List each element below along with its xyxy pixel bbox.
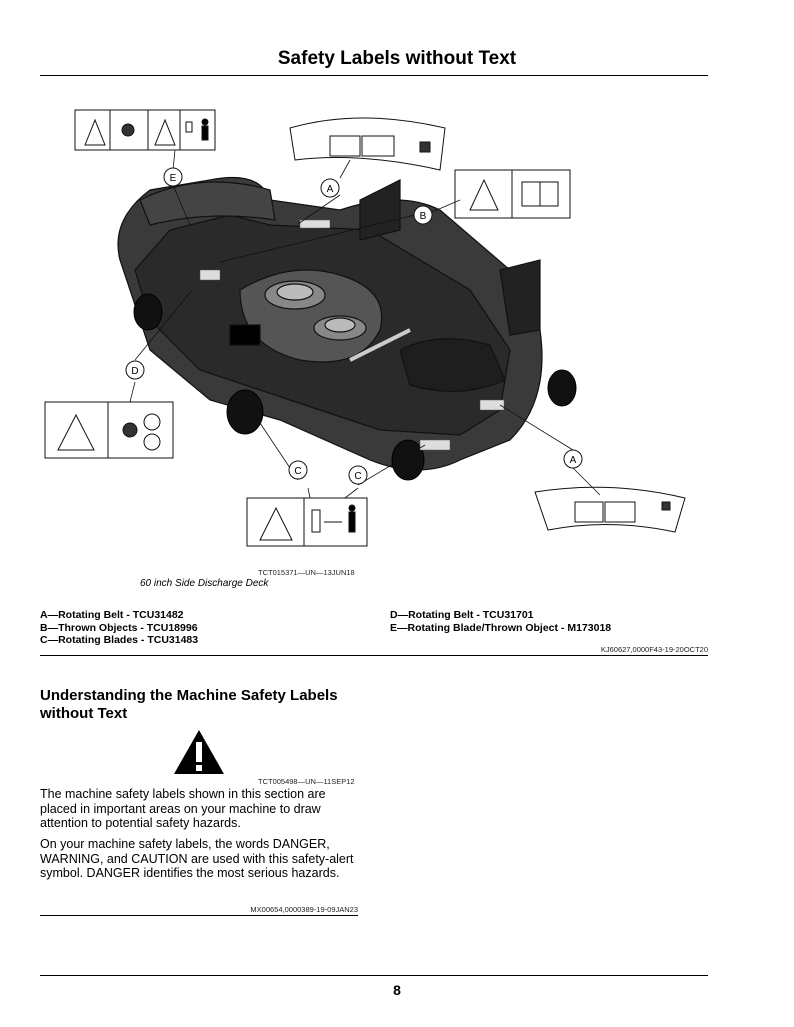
section-ref-id: MX00654,0000389-19-09JAN23 [250, 905, 358, 914]
title-divider [40, 75, 708, 76]
figure-id: TCT015371—UN—13JUN18 [258, 568, 355, 577]
section-divider [40, 915, 358, 916]
footer-divider [40, 975, 708, 976]
mower-deck-illustration [40, 100, 740, 570]
safety-label-a-top [290, 118, 445, 170]
callout-c-right: C [354, 471, 362, 482]
safety-alert-icon [172, 728, 226, 776]
safety-label-d [45, 402, 173, 458]
legend-right [390, 609, 611, 634]
safety-label-e [75, 110, 215, 150]
icon-id: TCT005498—UN—11SEP12 [258, 777, 355, 786]
callout-b: B [419, 211, 427, 222]
legend-item: C—Rotating Blades - TCU31483 [40, 634, 199, 646]
legend-left [40, 609, 198, 647]
page-title: Safety Labels without Text [277, 48, 517, 69]
callout-c-left: C [294, 466, 302, 477]
legend-item: D—Rotating Belt - TCU31701 [390, 609, 534, 621]
section-paragraph-1: The machine safety labels shown in this section are placed in important areas on your machine to draw attention to potential safety hazards. [40, 787, 326, 830]
legend-item: B—Thrown Objects - TCU18996 [40, 621, 198, 634]
callout-a-top: A [326, 184, 334, 195]
callout-d: D [131, 366, 139, 377]
section-paragraph-2: On your machine safety labels, the words DANGER, WARNING, and CAUTION are used with this safety-alert symbol. DANGER identifies the most serious hazards. [40, 837, 354, 880]
safety-label-c [247, 498, 367, 546]
legend-item: E—Rotating Blade/Thrown Object - M173018 [390, 621, 612, 634]
safety-label-a-bottom [535, 487, 685, 532]
legend-item: A—Rotating Belt - TCU31482 [40, 609, 184, 621]
legend-ref-id: KJ60627,0000F43-19-20OCT20 [600, 645, 708, 654]
callout-a-bottom: A [569, 455, 577, 466]
legend-divider [40, 655, 708, 656]
page-number: 8 [393, 982, 401, 998]
safety-label-b [455, 170, 570, 218]
callout-e: E [169, 173, 177, 184]
figure-caption: 60 inch Side Discharge Deck [140, 578, 269, 589]
section-heading: Understanding the Machine Safety Labels without Text [40, 687, 338, 722]
